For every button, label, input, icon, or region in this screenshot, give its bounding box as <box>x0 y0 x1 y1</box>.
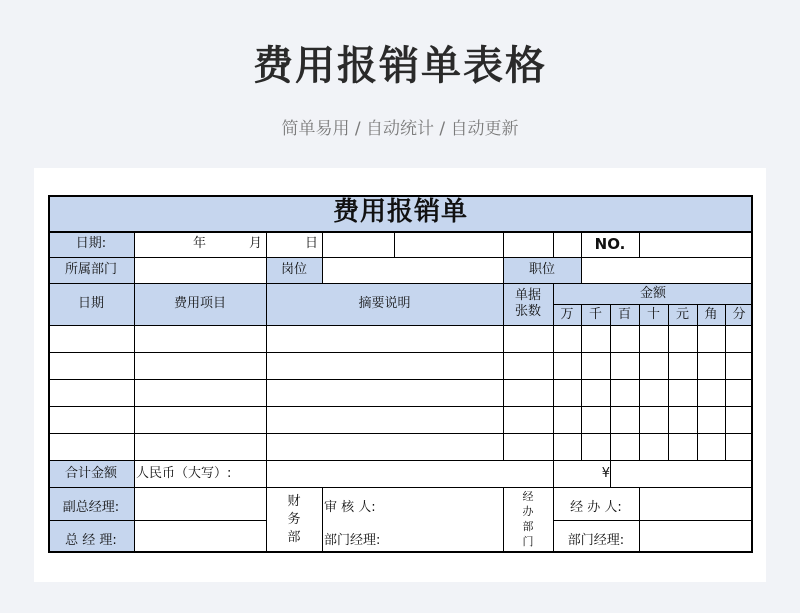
col-docs-line2: 张数 <box>514 304 541 319</box>
grid-line <box>581 231 582 283</box>
grid-line <box>503 487 504 553</box>
col-date-header: 日期 <box>48 283 134 325</box>
unit-yuan: 元 <box>668 304 697 325</box>
month-label: 月 <box>248 236 262 252</box>
grid-line <box>322 231 323 283</box>
grid-line <box>553 520 753 521</box>
date-label: 日期: <box>48 231 134 257</box>
grid-line <box>266 231 267 553</box>
finance-dept-label <box>266 487 322 553</box>
grid-line <box>581 304 582 460</box>
grid-line <box>48 257 753 258</box>
unit-qian: 千 <box>581 304 610 325</box>
grid-line <box>553 304 753 305</box>
handling-char-1: 经 <box>522 490 534 504</box>
grid-line <box>48 283 753 284</box>
col-desc-header: 摘要说明 <box>266 283 503 325</box>
position-label: 职位 <box>503 257 581 283</box>
dept-field[interactable] <box>134 257 266 283</box>
gm-field[interactable] <box>134 520 266 553</box>
table-row[interactable] <box>48 352 753 379</box>
table-row[interactable] <box>48 433 753 460</box>
grid-line <box>48 406 753 407</box>
grid-line <box>610 304 611 487</box>
grid-line <box>322 487 323 553</box>
day-label: 日 <box>304 236 318 252</box>
grid-line <box>394 231 395 257</box>
finance-char-2: 务 <box>287 511 301 527</box>
col-item-header: 费用项目 <box>134 283 266 325</box>
position-field[interactable] <box>581 257 753 283</box>
grid-line <box>503 231 504 460</box>
year-label: 年 <box>192 236 206 252</box>
handling-char-3: 部 <box>522 520 534 533</box>
table-row[interactable] <box>48 379 753 406</box>
finance-char-1: 财 <box>287 493 301 509</box>
grid-line <box>697 304 698 460</box>
unit-jiao: 角 <box>697 304 725 325</box>
dept-manager2-field[interactable] <box>639 520 753 553</box>
grid-line <box>48 231 753 233</box>
unit-fen: 分 <box>725 304 753 325</box>
grid-line <box>639 304 640 460</box>
grid-line <box>553 283 554 553</box>
grid-line <box>639 231 640 257</box>
grid-line <box>553 231 554 257</box>
gm-label: 总 经 理: <box>48 520 134 553</box>
handling-char-2: 办 <box>522 505 534 519</box>
grid-line <box>48 520 266 521</box>
col-docs-line1: 单据 <box>514 288 541 304</box>
expense-form <box>48 195 753 553</box>
dept-manager2-label: 部门经理: <box>567 533 625 549</box>
handling-char-4: 门 <box>522 534 534 548</box>
grid-line <box>48 379 753 380</box>
col-amount-header: 金额 <box>553 283 753 304</box>
grid-line <box>639 487 640 553</box>
dept-label: 所属部门 <box>48 257 134 283</box>
total-label: 合计金额 <box>48 460 134 487</box>
handling-dept-label <box>503 487 553 553</box>
unit-wan: 万 <box>553 304 581 325</box>
form-title: 费用报销单 <box>48 195 753 231</box>
rmb-label: 人民币（大写）: <box>136 465 232 481</box>
page-title: 费用报销单表格 <box>253 43 547 89</box>
post-label: 岗位 <box>266 257 322 283</box>
col-docs-header <box>503 283 553 325</box>
dept-manager-label: 部门经理: <box>324 533 381 549</box>
handler-field[interactable] <box>639 487 753 520</box>
table-row[interactable] <box>48 325 753 352</box>
grid-line <box>48 325 753 326</box>
grid-line <box>48 433 753 434</box>
unit-shi: 十 <box>639 304 668 325</box>
no-label: NO. <box>594 235 626 253</box>
auditor-label: 审 核 人: <box>324 500 376 516</box>
vice-gm-field[interactable] <box>134 487 266 520</box>
grid-line <box>48 487 753 488</box>
no-field[interactable] <box>639 231 753 257</box>
table-row[interactable] <box>48 406 753 433</box>
grid-line <box>48 352 753 353</box>
grid-line <box>725 304 726 460</box>
handler-label: 经 办 人: <box>570 500 622 516</box>
vice-gm-label: 副总经理: <box>48 487 134 520</box>
unit-bai: 百 <box>610 304 639 325</box>
grid-line <box>48 460 753 461</box>
finance-char-3: 部 <box>287 530 301 546</box>
page-subtitle: 简单易用 / 自动统计 / 自动更新 <box>281 119 519 139</box>
yen-sign: ¥ <box>601 465 610 481</box>
grid-line <box>134 231 135 553</box>
grid-line <box>668 304 669 460</box>
post-field[interactable] <box>322 257 503 283</box>
